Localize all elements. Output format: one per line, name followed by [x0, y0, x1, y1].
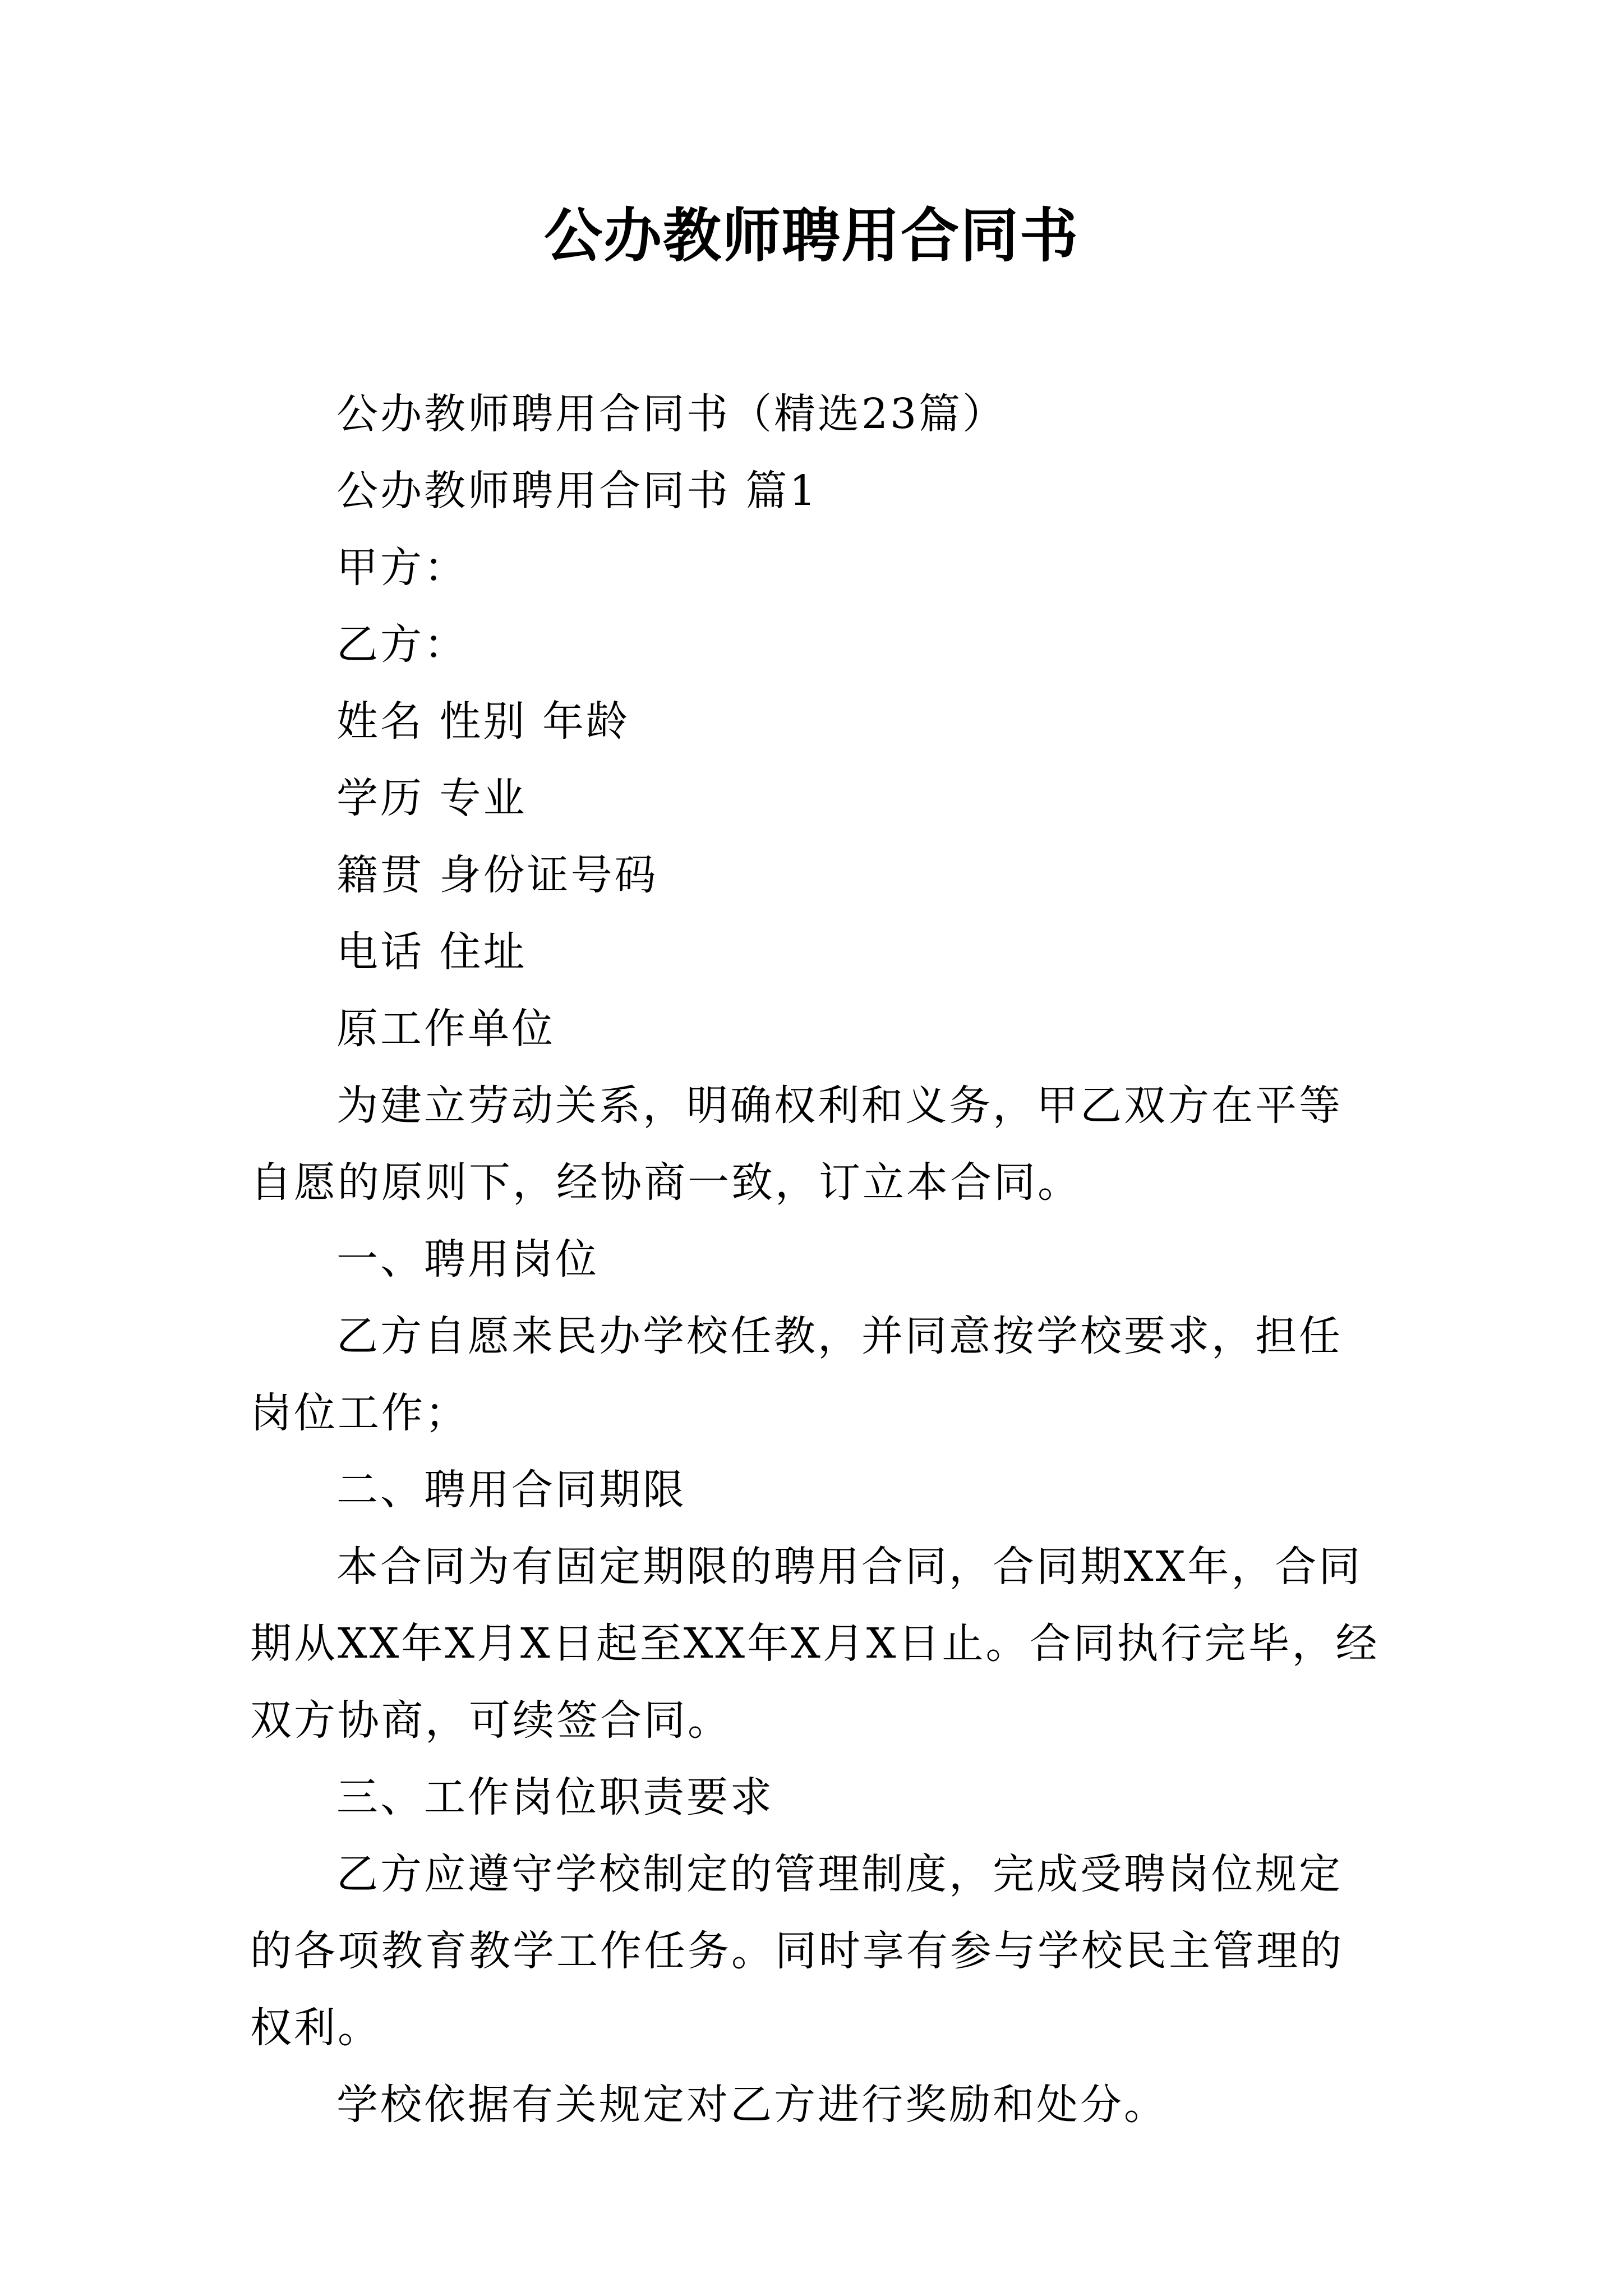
party-b-line: 乙方： [336, 620, 468, 669]
intro-paragraph: 为建立劳动关系，明确权利和义务，甲乙双方在平等自愿的原则下，经协商一致，订立本合同。 [250, 1082, 1343, 1207]
clause-paragraph-3b: 学校依据有关规定对乙方进行奖励和处分。 [336, 2081, 1168, 2129]
info-line-employer: 原工作单位 [336, 1005, 555, 1053]
clause-heading-1: 一、聘用岗位 [336, 1235, 599, 1283]
info-line-origin: 籍贯 身份证号码 [336, 851, 658, 899]
subtitle-line: 公办教师聘用合同书（精选23篇） [336, 390, 1007, 438]
info-line-contact: 电话 住址 [336, 928, 527, 976]
clause-paragraph-3: 乙方应遵守学校制定的管理制度，完成受聘岗位规定的各项教育教学工作任务。同时享有参与学校民主管理的权利。 [250, 1850, 1344, 2052]
clause-heading-2: 二、聘用合同期限 [336, 1466, 686, 1514]
clause-paragraph-2: 本合同为有固定期限的聘用合同，合同期XX年，合同期从XX年X月X日起至XX年X月X日止。合同执行完毕，经双方协商，可续签合同。 [250, 1543, 1380, 1745]
clause-heading-3: 三、工作岗位职责要求 [336, 1773, 774, 1821]
section-heading: 公办教师聘用合同书 篇1 [336, 467, 818, 515]
document-title: 公办教师聘用合同书 [543, 201, 1079, 270]
party-a-line: 甲方： [336, 544, 468, 592]
info-line-education: 学历 专业 [336, 774, 527, 822]
info-line-name: 姓名 性别 年龄 [336, 697, 630, 746]
clause-paragraph-1: 乙方自愿来民办学校任教，并同意按学校要求，担任岗位工作； [250, 1312, 1343, 1437]
document-body [250, 376, 1383, 2143]
